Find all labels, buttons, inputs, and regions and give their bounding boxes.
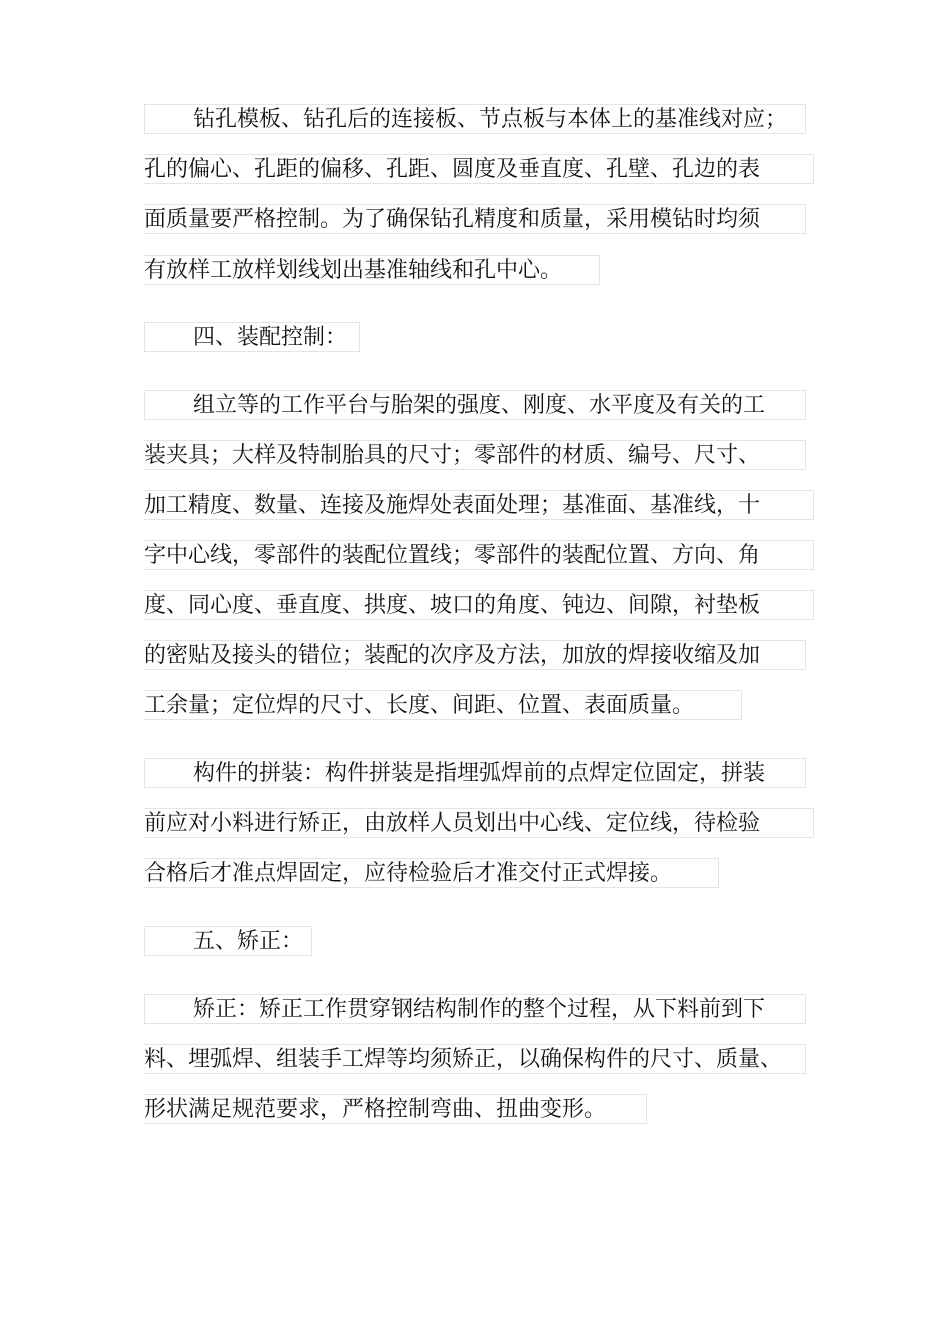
paragraph-1-line-1: 钻孔模板、钻孔后的连接板、节点板与本体上的基准线对应； (144, 104, 806, 134)
section-heading-4: 四、装配控制： (144, 322, 360, 352)
paragraph-3-line-1: 组立等的工作平台与胎架的强度、刚度、水平度及有关的工 (144, 390, 806, 420)
paragraph-3-line-7: 工余量；定位焊的尺寸、长度、间距、位置、表面质量。 (144, 690, 742, 720)
paragraph-3-line-2: 装夹具；大样及特制胎具的尺寸；零部件的材质、编号、尺寸、 (144, 440, 806, 470)
section-heading-5: 五、矫正： (144, 926, 312, 956)
paragraph-3-line-3: 加工精度、数量、连接及施焊处表面处理；基准面、基准线，十 (144, 490, 814, 520)
paragraph-1-line-4: 有放样工放样划线划出基准轴线和孔中心。 (144, 255, 600, 285)
paragraph-4-line-1: 构件的拼装：构件拼装是指埋弧焊前的点焊定位固定，拼装 (144, 758, 806, 788)
paragraph-4-line-3: 合格后才准点焊固定，应待检验后才准交付正式焊接。 (144, 858, 719, 888)
paragraph-4-line-2: 前应对小料进行矫正，由放样人员划出中心线、定位线，待检验 (144, 808, 814, 838)
paragraph-1-line-3: 面质量要严格控制。为了确保钻孔精度和质量，采用模钻时均须 (144, 204, 806, 234)
paragraph-3-line-6: 的密贴及接头的错位；装配的次序及方法，加放的焊接收缩及加 (144, 640, 806, 670)
paragraph-3-line-4: 字中心线，零部件的装配位置线；零部件的装配位置、方向、角 (144, 540, 814, 570)
paragraph-6-line-1: 矫正：矫正工作贯穿钢结构制作的整个过程，从下料前到下 (144, 994, 806, 1024)
paragraph-3-line-5: 度、同心度、垂直度、拱度、坡口的角度、钝边、间隙，衬垫板 (144, 590, 814, 620)
paragraph-1-line-2: 孔的偏心、孔距的偏移、孔距、圆度及垂直度、孔壁、孔边的表 (144, 154, 814, 184)
paragraph-6-line-3: 形状满足规范要求，严格控制弯曲、扭曲变形。 (144, 1094, 647, 1124)
paragraph-6-line-2: 料、埋弧焊、组装手工焊等均须矫正，以确保构件的尺寸、质量、 (144, 1044, 806, 1074)
